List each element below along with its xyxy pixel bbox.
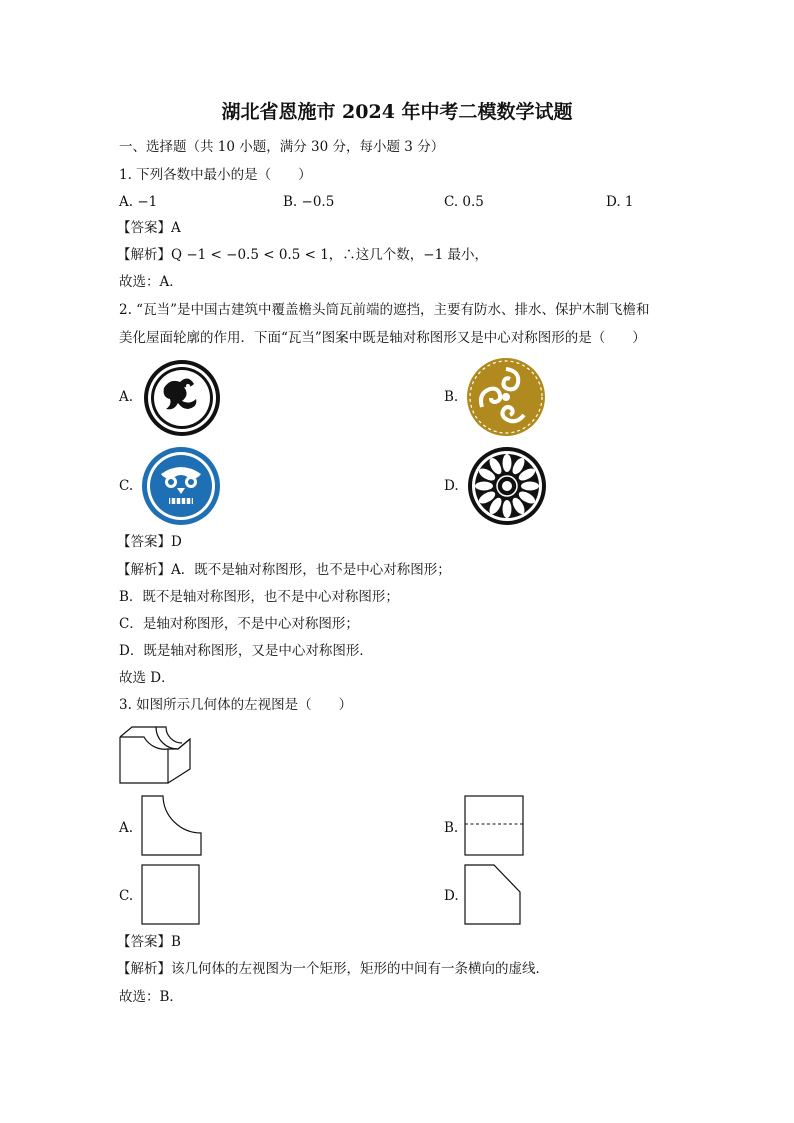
q1-option-a: A. −1 (119, 194, 158, 210)
q2-analysis-c: C．是轴对称图形，不是中心对称图形； (119, 616, 359, 632)
q2-label-a: A. (119, 389, 134, 405)
q2-label-c: C. (119, 478, 134, 494)
q2-analysis-a: 【解析】A．既不是轴对称图形，也不是中心对称图形； (117, 562, 451, 578)
section-heading: 一、选择题（共 10 小题，满分 30 分，每小题 3 分） (119, 139, 445, 155)
q2-stem-line2: 美化屋面轮廓的作用．下面“瓦当”图案中既是轴对称图形又是中心对称图形的是（ ） (119, 330, 646, 346)
q3-label-d: D. (444, 888, 459, 904)
q2-label-d: D. (444, 478, 459, 494)
view-a-icon (141, 795, 203, 857)
q2-label-b: B. (444, 389, 459, 405)
q1-option-c: C. 0.5 (444, 194, 484, 210)
q1-stem: 1. 下列各数中最小的是（ ） (119, 167, 312, 183)
q2-answer: 【答案】D (117, 534, 182, 550)
q2-stem-line1: 2. “瓦当”是中国古建筑中覆盖檐头筒瓦前端的遮挡，主要有防水、排水、保护木制飞檐和 (119, 302, 650, 318)
q2-analysis-b: B．既不是轴对称图形，也不是中心对称图形； (119, 589, 399, 605)
q3-analysis: 【解析】该几何体的左视图为一个矩形，矩形的中间有一条横向的虚线． (117, 961, 549, 977)
q3-answer: 【答案】B (117, 934, 181, 950)
tiger-tile-icon (142, 358, 222, 438)
q3-label-a: A. (119, 820, 134, 836)
q2-choose: 故选 D． (119, 670, 175, 686)
q1-answer: 【答案】A (117, 220, 181, 236)
view-d-icon (464, 864, 522, 926)
q1-option-b: B. −0.5 (283, 194, 335, 210)
cloud-swirl-tile-icon (466, 357, 546, 437)
q3-label-b: B. (444, 820, 459, 836)
q3-label-c: C. (119, 888, 134, 904)
q1-analysis: 【解析】Q −1 < −0.5 < 0.5 < 1，∴这几个数，−1 最小， (117, 247, 488, 263)
page-title: 湖北省恩施市 2024 年中考二模数学试题 (221, 101, 573, 123)
view-c-icon (141, 864, 201, 926)
view-b-icon (464, 795, 526, 857)
q3-stem: 3. 如图所示几何体的左视图是（ ） (119, 697, 353, 713)
q2-analysis-d: D．既是轴对称图形，又是中心对称图形． (119, 643, 373, 659)
solid-figure-icon (118, 723, 198, 788)
q3-choose: 故选：B． (119, 989, 183, 1005)
beast-face-tile-icon (141, 446, 221, 526)
q1-choose: 故选：A． (119, 274, 183, 290)
lotus-tile-icon (467, 446, 547, 526)
q1-option-d: D. 1 (606, 194, 634, 210)
